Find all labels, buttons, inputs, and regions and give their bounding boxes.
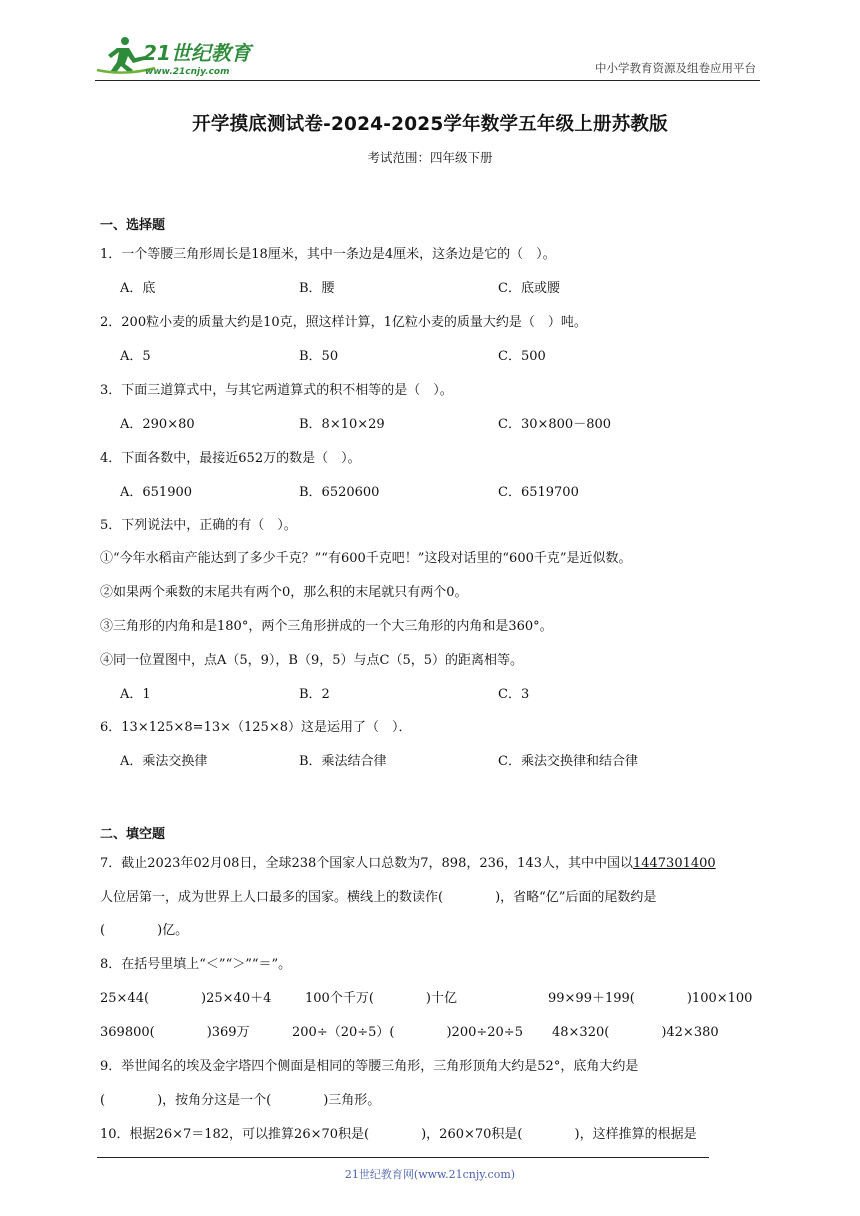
- question-1: 1．一个等腰三角形周长是18厘米，其中一条边是4厘米，这条边是它的（ ）。: [100, 247, 556, 262]
- option-a: A．651900: [120, 485, 193, 500]
- page-footer: 21世纪教育网(www.21cnjy.com): [344, 1168, 516, 1181]
- statement-1: ①“今年水稻亩产能达到了多少千克？”“有600千克吧！”这段对话里的“600千克”是近似数。: [100, 551, 632, 566]
- option-a: A．1: [120, 687, 151, 702]
- platform-label: 中小学教育资源及组卷应用平台: [595, 61, 756, 75]
- exam-scope: 考试范围：四年级下册: [367, 150, 493, 165]
- question-5: 5．下列说法中，正确的有（ ）。: [100, 518, 297, 533]
- statement-2: ②如果两个乘数的末尾共有两个0，那么积的末尾就只有两个0。: [100, 585, 468, 600]
- option-c: C．底或腰: [498, 281, 560, 296]
- question-6: 6．13×125×8=13×（125×8）这是运用了（ ）．: [100, 720, 412, 735]
- question-7-line-1: [100, 852, 716, 871]
- option-c: C．3: [498, 687, 530, 702]
- comparison-item: 25×44( )25×40＋4: [100, 991, 272, 1006]
- statement-4: ④同一位置图中，点A（5，9），B（9，5）与点C（5，5）的距离相等。: [100, 653, 524, 668]
- logo: [95, 34, 265, 78]
- underlined-number: 1447301400: [632, 856, 716, 871]
- question-8: 8．在括号里填上“＜”“＞”“＝”。: [100, 957, 292, 972]
- statement-3: ③三角形的内角和是180°，两个三角形拼成的一个大三角形的内角和是360°。: [100, 619, 553, 634]
- option-a: A．底: [120, 281, 156, 296]
- question-2: 2．200粒小麦的质量大约是10克，照这样计算，1亿粒小麦的质量大约是（ ）吨。: [100, 315, 587, 330]
- option-a: A．290×80: [120, 417, 195, 432]
- comparison-item: 369800( )369万: [100, 1025, 250, 1040]
- question-7-line-3: ( )亿。: [100, 923, 189, 938]
- runner-logo-icon: [95, 34, 265, 78]
- comparison-item: 200÷（20÷5）( )200÷20÷5: [292, 1025, 523, 1040]
- logo-url: www.21cnjy.com: [145, 67, 230, 77]
- section-heading-fill: 二、填空题: [100, 827, 166, 842]
- question-9-line-1: 9．举世闻名的埃及金字塔四个侧面是相同的等腰三角形，三角形顶角大约是52°，底角大约是: [100, 1059, 639, 1074]
- option-b: B．50: [299, 349, 339, 364]
- question-7-text: 7．截止2023年02月08日，全球238个国家人口总数为7，898，236，143人，其中中国以: [100, 856, 633, 871]
- comparison-item: 100个千万( )十亿: [305, 991, 457, 1006]
- comparison-item: 99×99＋199( )100×100: [548, 991, 753, 1006]
- option-b: B．腰: [299, 281, 335, 296]
- question-10: 10．根据26×7＝182，可以推算26×70积是( )，260×70积是( )，这样推算的根据是: [100, 1127, 697, 1142]
- option-b: B．2: [299, 687, 330, 702]
- option-b: B．乘法结合律: [299, 754, 387, 769]
- option-c: C．500: [498, 349, 546, 364]
- logo-text: 21世纪教育: [143, 41, 251, 65]
- option-b: B．8×10×29: [299, 417, 385, 432]
- section-heading-choice: 一、选择题: [100, 218, 166, 233]
- option-b: B．6520600: [299, 485, 380, 500]
- question-9-line-2: ( )，按角分这是一个( )三角形。: [100, 1093, 381, 1108]
- option-c: C．6519700: [498, 485, 579, 500]
- page-header: [95, 34, 760, 81]
- question-7-line-2: 人位居第一，成为世界上人口最多的国家。横线上的数读作( )，省略“亿”后面的尾数约是: [100, 890, 657, 905]
- option-c: C．乘法交换律和结合律: [498, 754, 638, 769]
- question-3: 3．下面三道算式中，与其它两道算式的积不相等的是（ ）。: [100, 383, 453, 398]
- comparison-item: 48×320( )42×380: [552, 1025, 719, 1040]
- page-title: 开学摸底测试卷-2024-2025学年数学五年级上册苏教版: [192, 114, 668, 135]
- footer-divider: [97, 1157, 709, 1158]
- option-c: C．30×800－800: [498, 417, 612, 432]
- option-a: A．5: [120, 349, 151, 364]
- option-a: A．乘法交换律: [120, 754, 208, 769]
- question-4: 4．下面各数中，最接近652万的数是（ ）。: [100, 451, 361, 466]
